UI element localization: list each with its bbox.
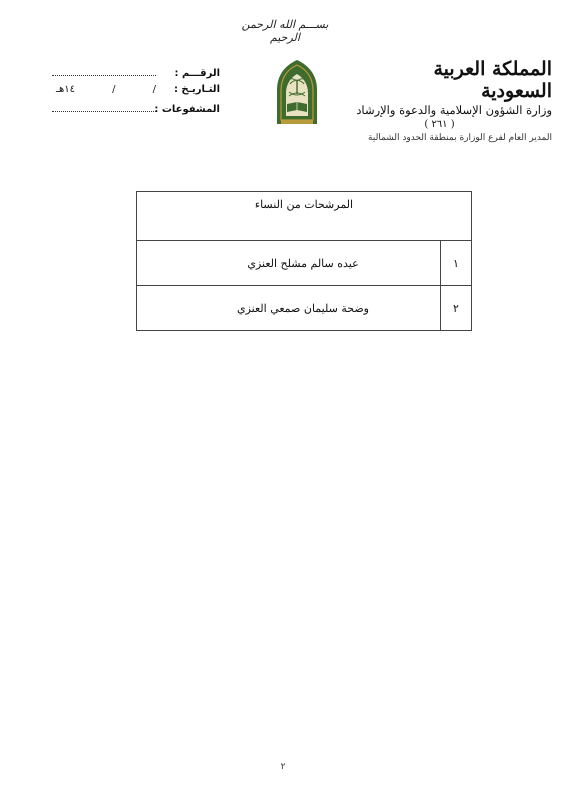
candidate-name: وضحة سليمان صمعي العنزي bbox=[137, 286, 441, 331]
row-number: ١ bbox=[441, 241, 472, 286]
table-header: المرشحات من النساء bbox=[137, 192, 472, 241]
date-row bbox=[52, 84, 220, 102]
kingdom-name: المملكة العربية السعودية bbox=[433, 58, 552, 102]
reference-label: الرقـــم : bbox=[174, 68, 220, 79]
branch-name: المدير العام لفرع الوزارة بمنطقة الحدود الشمالية bbox=[368, 133, 552, 143]
page-number: ٢ bbox=[280, 762, 286, 772]
attachments-line bbox=[52, 102, 156, 112]
date-label: التـاريـخ : bbox=[173, 84, 220, 95]
reference-line bbox=[52, 66, 156, 76]
date-slash-1: / bbox=[152, 84, 156, 95]
date-slash-2: / bbox=[112, 84, 116, 95]
ministry-emblem-icon bbox=[272, 58, 322, 128]
table-row bbox=[137, 241, 472, 286]
date-year-suffix: ١٤هـ bbox=[56, 84, 75, 95]
office-number: ( ٢٦١ ) bbox=[424, 119, 455, 130]
table-row bbox=[137, 286, 472, 331]
row-number: ٢ bbox=[441, 286, 472, 331]
basmala: بســـم الله الرحمن الرحيم bbox=[241, 18, 329, 44]
candidates-table bbox=[136, 191, 472, 331]
reference-row bbox=[52, 66, 220, 84]
organization-header bbox=[356, 58, 552, 144]
document-meta bbox=[52, 66, 220, 120]
table-header-row bbox=[137, 192, 472, 241]
ministry-name: وزارة الشؤون الإسلامية والدعوة والإرشاد bbox=[356, 103, 552, 117]
attachments-row bbox=[52, 102, 220, 120]
attachments-label: المشفوعات : bbox=[154, 104, 220, 115]
candidate-name: عيده سالم مشلح العنزي bbox=[137, 241, 441, 286]
date-value bbox=[52, 84, 162, 95]
